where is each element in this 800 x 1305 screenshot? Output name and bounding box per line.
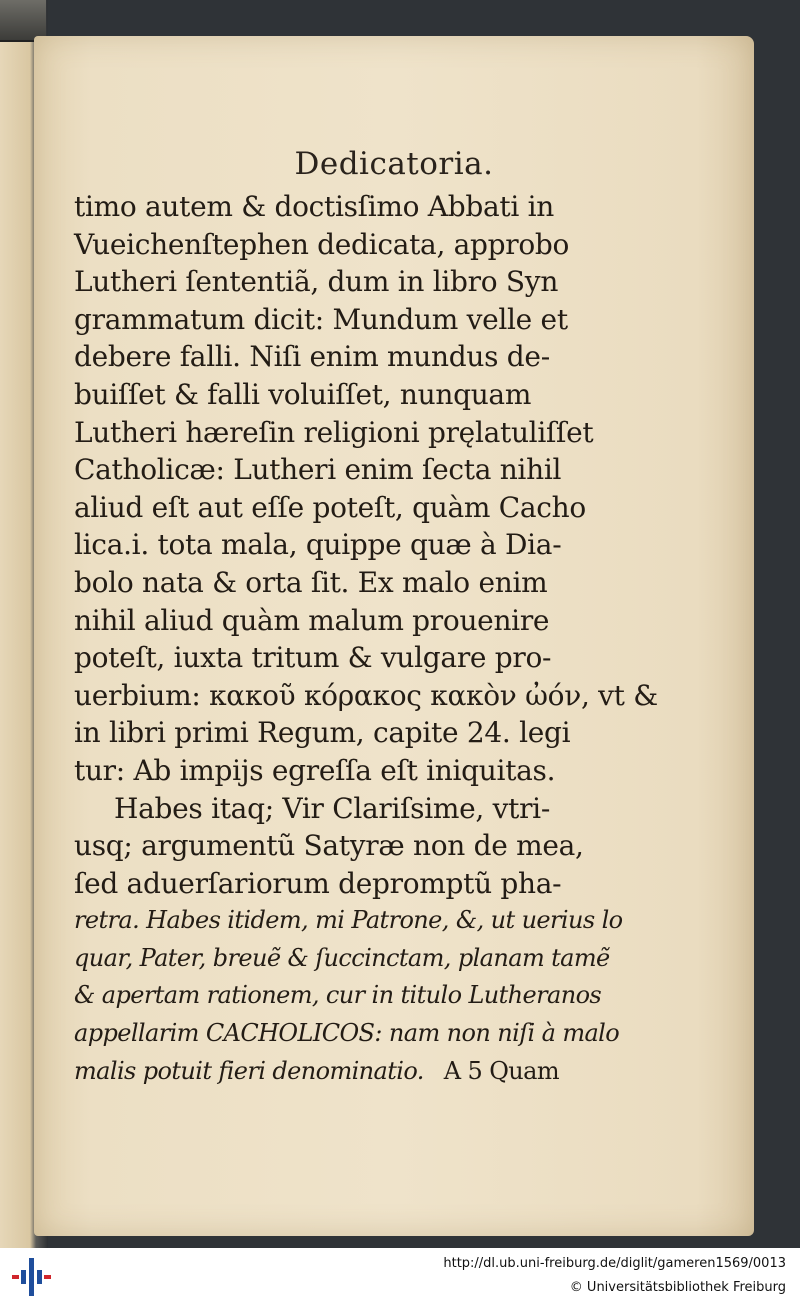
text-line: Vueichenſtephen dedicata, approbo — [74, 227, 570, 261]
text-line-italic: appellarim CACHOLICOS: nam non niſi à malo — [74, 1019, 620, 1048]
text-line: bolo nata & orta ſit. Ex malo enim — [74, 565, 548, 599]
text-line: aliud eſt aut eſſe poteſt, quàm Cacho — [74, 490, 586, 524]
text-line: timo autem & doctisſimo Abbati in — [74, 190, 554, 223]
text-line: in libri primi Regum, capite 24. legi — [74, 716, 571, 750]
copyright-notice: © Universitätsbibliothek Freiburg — [569, 1280, 786, 1295]
text-line: uerbium: κακοῦ κόρακος κακὸν ὠόν, vt & — [74, 678, 658, 712]
text-line-italic: retra. Habes itidem, mi Patrone, &, ut uerius lo — [74, 906, 623, 935]
text-line: debere falli. Niſi enim mundus de- — [74, 340, 550, 374]
text-line: ſed aduerſariorum depromptũ pha- — [74, 866, 562, 900]
running-header: Dedicatoria. — [294, 146, 494, 182]
text-line: Catholicæ: Lutheri enim ſecta nihil — [74, 453, 562, 487]
text-line: buiſſet & falli voluiſſet, nunquam — [74, 377, 532, 411]
book-page — [34, 36, 754, 1236]
signature-catchword: A 5 Quam — [443, 1056, 559, 1085]
document-url-link[interactable]: http://dl.ub.uni-freiburg.de/diglit/gameren1569/0013 — [443, 1256, 786, 1271]
ub-freiburg-logo-icon — [10, 1256, 52, 1298]
text-line: Lutheri hæreſin religioni pręlatuliſſet — [74, 415, 594, 449]
text-line: Lutheri ſententiã, dum in libro Syn — [74, 265, 559, 299]
final-italic-line: malis potuit fieri denominatio. — [74, 1056, 424, 1085]
text-line-italic: quar, Pater, breuẽ & ſuccinctam, planam tamẽ — [74, 943, 610, 972]
viewer-footer — [0, 1248, 800, 1305]
text-line-italic: & apertam rationem, cur in titulo Lutheranos — [74, 981, 602, 1010]
text-line: tur: Ab impijs egreſſa eſt iniquitas. — [74, 753, 556, 787]
text-line: Habes itaq; Vir Clariſsime, vtri- — [114, 791, 550, 825]
page-text — [74, 188, 658, 1090]
text-line: nihil aliud quàm malum prouenire — [74, 603, 550, 637]
text-line: lica.i. tota mala, quippe quæ à Dia- — [74, 528, 562, 562]
text-line: poteſt, iuxta tritum & vulgare pro- — [74, 641, 552, 675]
text-line: grammatum dicit: Mundum velle et — [74, 302, 568, 336]
text-line: usq; argumentũ Satyræ non de mea, — [74, 829, 584, 863]
text-line-italic — [74, 1053, 599, 1091]
